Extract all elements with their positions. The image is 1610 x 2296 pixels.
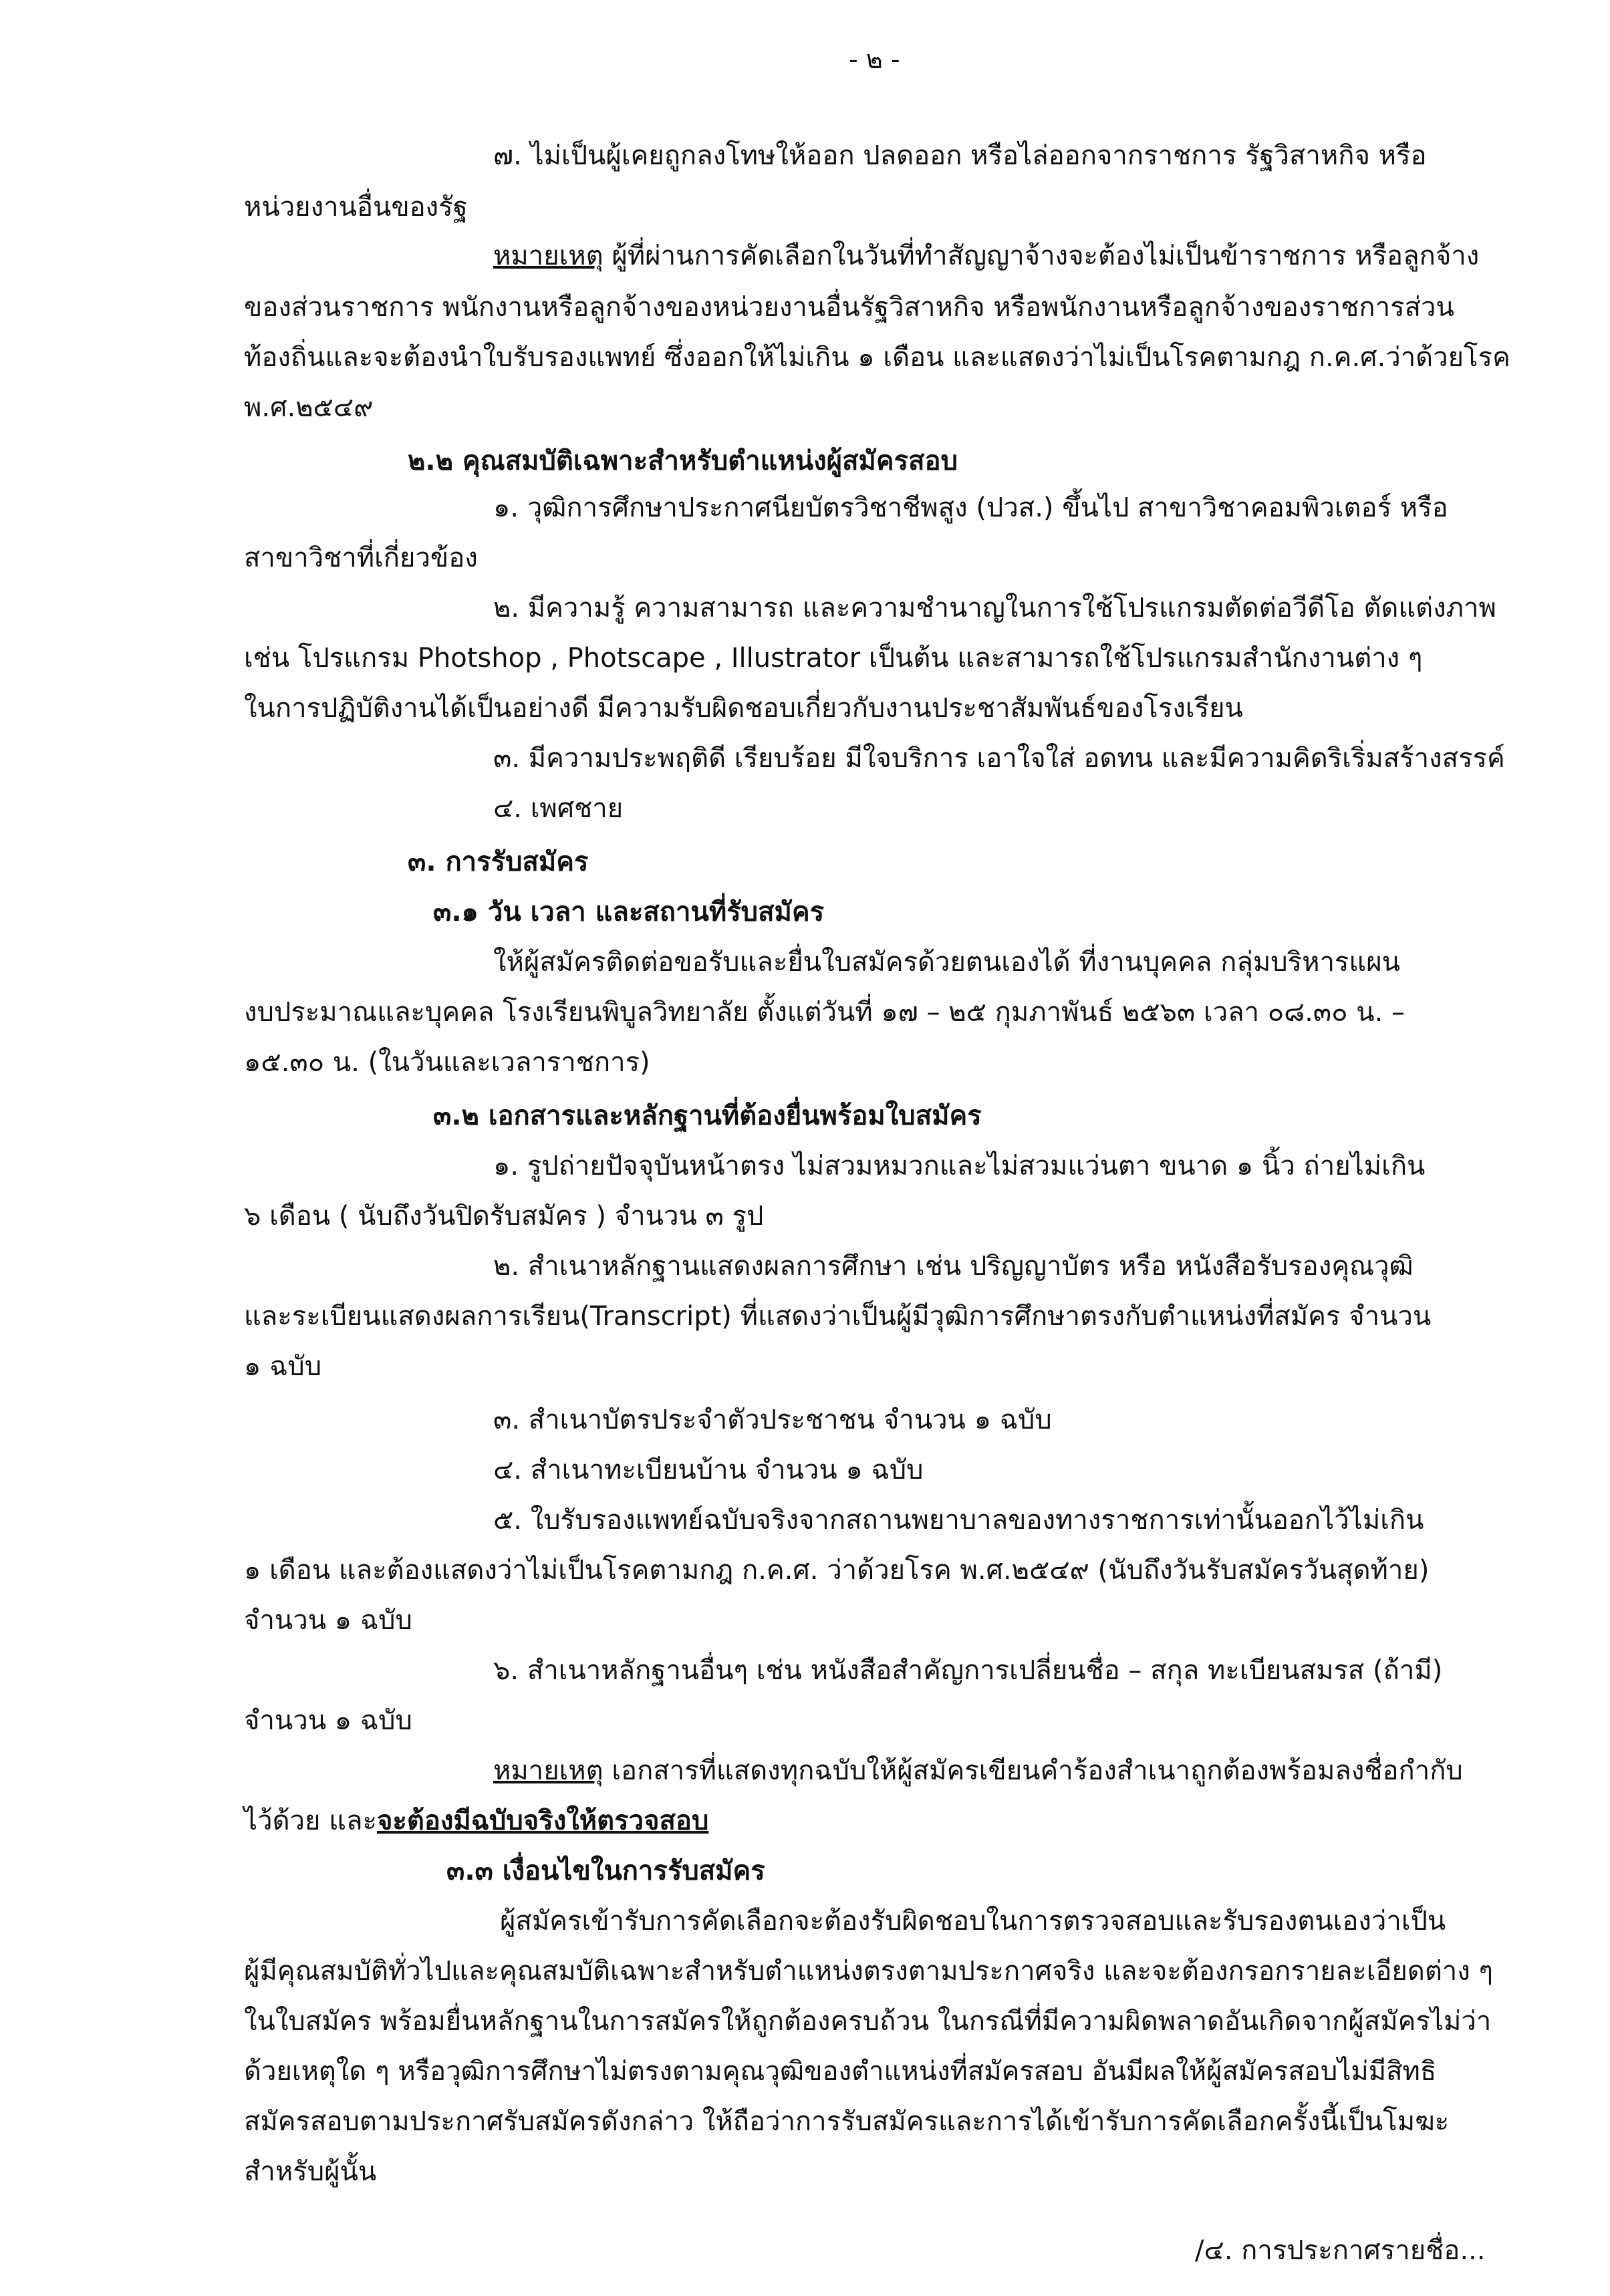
text-line: ๗. ไม่เป็นผู้เคยถูกลงโทษให้ออก ปลดออก หรือไล่ออกจากราชการ รัฐวิสาหกิจ หรือ <box>493 140 1427 171</box>
note-text: ผู้ที่ผ่านการคัดเลือกในวันที่ทำสัญญาจ้างจะต้องไม่เป็นข้าราชการ หรือลูกจ้าง <box>603 241 1480 271</box>
section-heading: ๓.๓ เงื่อนไขในการรับสมัคร <box>446 1856 765 1886</box>
text-line: ๓. สำเนาบัตรประจำตัวประชาชน จำนวน ๑ ฉบับ <box>493 1405 1052 1435</box>
note-text: เอกสารที่แสดงทุกฉบับให้ผู้สมัครเขียนคำร้องสำเนาถูกต้องพร้อมลงชื่อกำกับ <box>603 1755 1463 1786</box>
note-text: ไว้ด้วย และ <box>244 1806 377 1836</box>
text-line: ๒. มีความรู้ ความสามารถ และความชำนาญในการใช้โปรแกรมตัดต่อวีดีโอ ตัดแต่งภาพ <box>493 593 1496 623</box>
section-heading: ๓.๒ เอกสารและหลักฐานที่ต้องยื่นพร้อมใบสมัคร <box>433 1101 982 1131</box>
section-heading: ๓. การรับสมัคร <box>408 847 589 877</box>
text-line: จำนวน ๑ ฉบับ <box>244 1705 412 1736</box>
page-number: - ๒ - <box>849 45 900 74</box>
text-line: ๑๕.๓๐ น. (ในวันและเวลาราชการ) <box>244 1047 650 1078</box>
text-line: ๒. สำเนาหลักฐานแสดงผลการศึกษา เช่น ปริญญาบัตร หรือ หนังสือรับรองคุณวุฒิ <box>493 1251 1414 1282</box>
text-line: ในใบสมัคร พร้อมยื่นหลักฐานในการสมัครให้ถูกต้องครบถ้วน ในกรณีที่มีความผิดพลาดอันเกิดจากผู้สมัครไม่ว่า <box>244 2006 1492 2037</box>
text-line: ๑ เดือน และต้องแสดงว่าไม่เป็นโรคตามกฎ ก.ค.ศ. ว่าด้วยโรค พ.ศ.๒๕๔๙ (นับถึงวันรับสมัครวันสุดท้าย) <box>244 1555 1430 1586</box>
text-line: และระเบียนแสดงผลการเรียน(Transcript) ที่แสดงว่าเป็นผู้มีวุฒิการศึกษาตรงกับตำแหน่งที่สมัคร จำนวน <box>244 1301 1432 1332</box>
text-line: ผู้มีคุณสมบัติทั่วไปและคุณสมบัติเฉพาะสำหรับตำแหน่งตรงตามประกาศจริง และจะต้องกรอกรายละเอียดต่าง ๆ <box>244 1956 1493 1987</box>
text-line: พ.ศ.๒๕๔๙ <box>244 392 374 423</box>
text-line: ๔. เพศชาย <box>493 793 624 824</box>
section-heading: ๒.๒ คุณสมบัติเฉพาะสำหรับตำแหน่งผู้สมัครสอบ <box>408 446 958 476</box>
text-line: สาขาวิชาที่เกี่ยวข้อง <box>244 543 478 573</box>
text-line: จำนวน ๑ ฉบับ <box>244 1605 412 1636</box>
text-line: ๕. ใบรับรองแพทย์ฉบับจริงจากสถานพยาบาลของทางราชการเท่านั้นออกไว้ไม่เกิน <box>493 1505 1424 1536</box>
text-line: ในการปฏิบัติงานได้เป็นอย่างดี มีความรับผิดชอบเกี่ยวกับงานประชาสัมพันธ์ของโรงเรียน <box>244 693 1243 724</box>
note-line <box>493 237 1479 275</box>
text-line: ด้วยเหตุใด ๆ หรือวุฒิการศึกษาไม่ตรงตามคุณวุฒิของตำแหน่งที่สมัครสอบ อันมีผลให้ผู้สมัครสอบไม่มีสิทธิ <box>244 2056 1437 2087</box>
text-line: เช่น โปรแกรม Photshop , Photscape , Illustrator เป็นต้น และสามารถใช้โปรแกรมสำนักงานต่าง ๆ <box>244 643 1423 674</box>
text-line: สำหรับผู้นั้น <box>244 2156 377 2187</box>
emphasis-text: จะต้องมีฉบับจริงให้ตรวจสอบ <box>376 1806 709 1836</box>
text-line: ๑. รูปถ่ายปัจจุบันหน้าตรง ไม่สวมหมวกและไม่สวมแว่นตา ขนาด ๑ นิ้ว ถ่ายไม่เกิน <box>493 1151 1426 1181</box>
note-line <box>244 1802 708 1840</box>
text-line: ผู้สมัครเข้ารับการคัดเลือกจะต้องรับผิดชอบในการตรวจสอบและรับรองตนเองว่าเป็น <box>500 1906 1446 1936</box>
text-line: ๑ ฉบับ <box>244 1351 322 1382</box>
note-label: หมายเหตุ <box>493 241 603 271</box>
section-heading: ๓.๑ วัน เวลา และสถานที่รับสมัคร <box>433 897 825 927</box>
note-label: หมายเหตุ <box>493 1755 603 1786</box>
text-line: ๖ เดือน ( นับถึงวันปิดรับสมัคร ) จำนวน ๓ รูป <box>244 1201 764 1232</box>
text-line: หน่วยงานอื่นของรัฐ <box>244 192 468 223</box>
text-line: งบประมาณและบุคคล โรงเรียนพิบูลวิทยาลัย ตั้งแต่วันที่ ๑๗ – ๒๕ กุมภาพันธ์ ๒๕๖๓ เวลา ๐๘.๓๐ น. – <box>244 997 1405 1028</box>
text-line: สมัครสอบตามประกาศรับสมัครดังกล่าว ให้ถือว่าการรับสมัครและการได้เข้ารับการคัดเลือกครั้งนี้เป็นโมฆะ <box>244 2106 1450 2137</box>
text-line: ๖. สำเนาหลักฐานอื่นๆ เช่น หนังสือสำคัญการเปลี่ยนชื่อ – สกุล ทะเบียนสมรส (ถ้ามี) <box>493 1655 1443 1686</box>
note-line <box>493 1752 1463 1789</box>
text-line: ๑. วุฒิการศึกษาประกาศนียบัตรวิชาชีพสูง (ปวส.) ขึ้นไป สาขาวิชาคอมพิวเตอร์ หรือ <box>493 492 1448 523</box>
text-line: ของส่วนราชการ พนักงานหรือลูกจ้างของหน่วยงานอื่นรัฐวิสาหกิจ หรือพนักงานหรือลูกจ้างของราชการส่วน <box>244 292 1454 323</box>
text-line: ๓. มีความประพฤติดี เรียบร้อย มีใจบริการ เอาใจใส่ อดทน และมีความคิดริเริ่มสร้างสรรค์ <box>493 743 1505 774</box>
text-line: ให้ผู้สมัครติดต่อขอรับและยื่นใบสมัครด้วยตนเองได้ ที่งานบุคคล กลุ่มบริหารแผน <box>493 947 1400 978</box>
text-line: ๔. สำเนาทะเบียนบ้าน จำนวน ๑ ฉบับ <box>493 1455 924 1485</box>
continuation-note: /๔. การประกาศรายชื่อ... <box>1195 2235 1486 2266</box>
text-line: ท้องถิ่นและจะต้องนำใบรับรองแพทย์ ซึ่งออกให้ไม่เกิน ๑ เดือน และแสดงว่าไม่เป็นโรคตามกฎ ก.ค.ศ.ว่าด้วยโรค <box>244 342 1510 373</box>
